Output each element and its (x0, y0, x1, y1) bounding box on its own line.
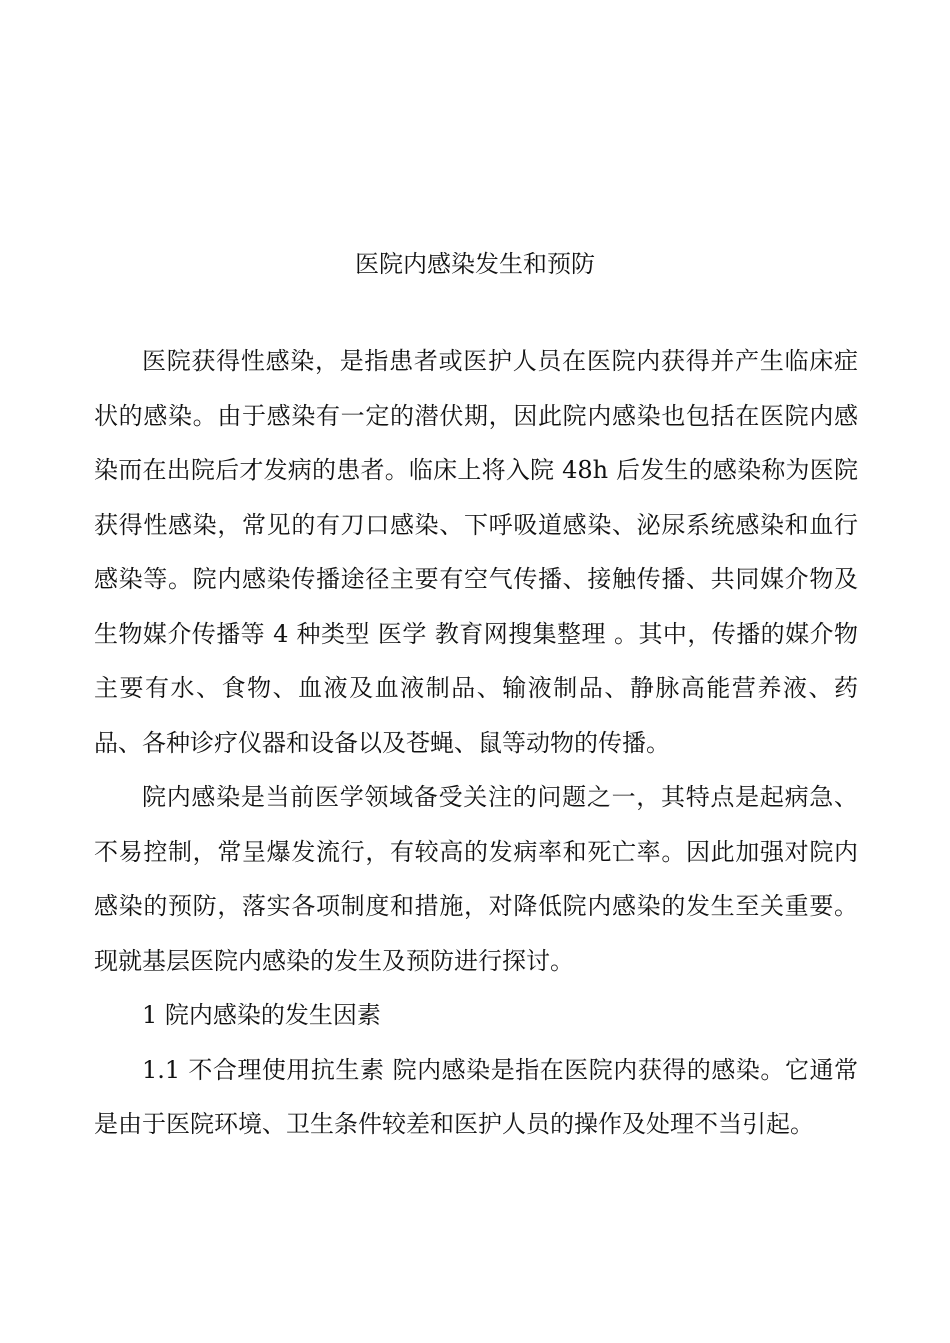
paragraph-1-1: 1.1 不合理使用抗生素 院内感染是指在医院内获得的感染。它通常是由于医院环境、卫生条件较差和医护人员的操作及处理不当引起。 (94, 1055, 858, 1138)
paragraph-significance: 院内感染是当前医学领域备受关注的问题之一，其特点是起病急、不易控制，常呈爆发流行，有较高的发病率和死亡率。因此加强对院内感染的预防，落实各项制度和措施，对降低院内感染的发生至关重要。现就基层医院内感染的发生及预防进行探讨。 (94, 783, 858, 975)
section-heading-1: 1 院内感染的发生因素 (142, 1001, 381, 1029)
document-body (94, 334, 858, 1152)
document-title: 医院内感染发生和预防 (355, 250, 595, 278)
paragraph-intro: 医院获得性感染，是指患者或医护人员在医院内获得并产生临床症状的感染。由于感染有一定的潜伏期，因此院内感染也包括在医院内感染而在出院后才发病的患者。临床上将入院 48h 后发生的感染称为医院获得性感染，常见的有刀口感染、下呼吸道感染、泌尿系统感染和血行感染等。院内感染传播途径主要有空气传播、接触传播、共同媒介物及生物媒介传播等 4 种类型 医学 教育网搜集整理 。其中，传播的媒介物主要有水、食物、血液及血液制品、输液制品、静脉高能营养液、药品、各种诊疗仪器和设备以及苍蝇、鼠等动物的传播。 (94, 347, 858, 757)
